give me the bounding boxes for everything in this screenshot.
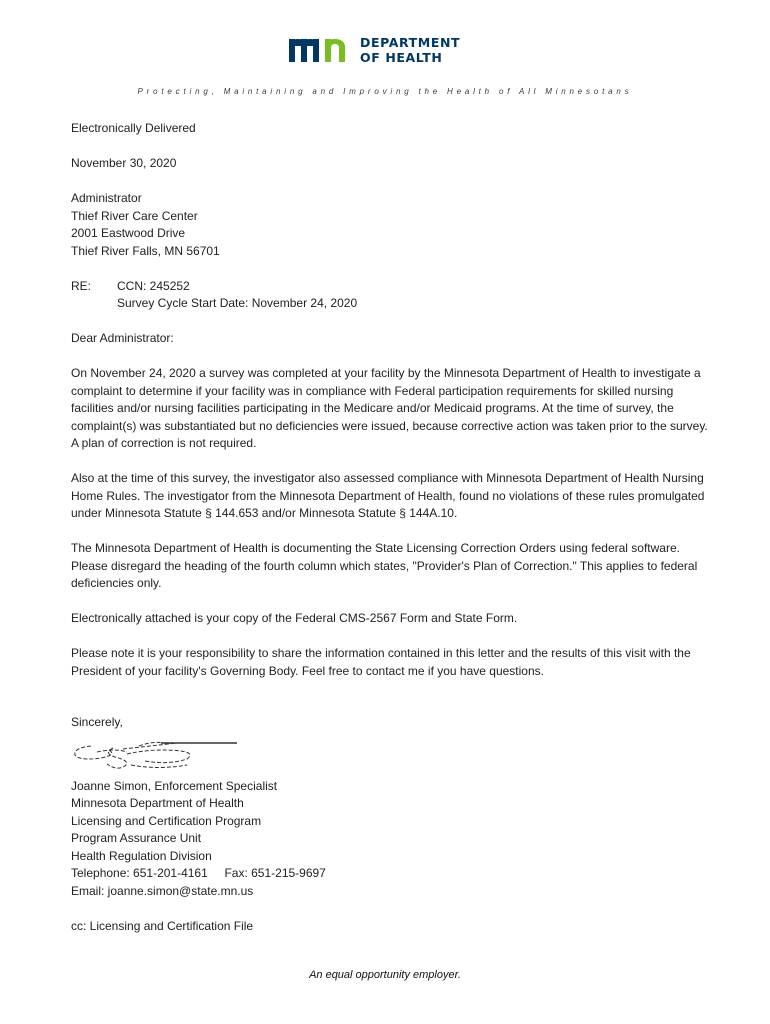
- salutation: Dear Administrator:: [71, 331, 174, 345]
- signer-division: Health Regulation Division: [71, 848, 212, 863]
- mn-logo-icon: [289, 34, 353, 64]
- department-line-1: DEPARTMENT: [360, 35, 461, 50]
- signature-image: [69, 738, 244, 772]
- body-paragraph: On November 24, 2020 a survey was completed at your facility by the Minnesota Department of Health to investigate a complaint to determine if your facility was in compliance with Federal participation requirements for skilled nursing facilities and/or nursing facilities participating in the Medicare and/or Medicaid programs. At the time of survey, the complaint(s) was substantiated but no deficiencies were issued, because corrective action was taken prior to the survey. A plan of correction is not required.: [71, 366, 708, 450]
- closing: Sincerely,: [71, 715, 123, 729]
- letter-date: November 30, 2020: [71, 156, 177, 170]
- department-line-2: OF HEALTH: [360, 50, 443, 65]
- delivery-method: Electronically Delivered: [71, 121, 196, 135]
- body-paragraph: The Minnesota Department of Health is documenting the State Licensing Correction Orders using federal software. Please disregard the heading of the fourth column which states, "Provider's Plan of Correction." This applies to federal deficiencies only.: [71, 541, 698, 590]
- re-block: [71, 278, 711, 313]
- re-survey-date: Survey Cycle Start Date: November 24, 2020: [117, 296, 358, 310]
- letter-body: [71, 120, 711, 935]
- body-paragraph: Also at the time of this survey, the investigator also assessed compliance with Minnesota Department of Health Nursing Home Rules. The investigator from the Minnesota Department of Health, found no violations of these rules promulgated under Minnesota Statute § 144.653 and/or Minnesota Statute § 144A.10.: [71, 471, 705, 520]
- department-name: [360, 35, 460, 65]
- signer-phone-fax: Telephone: 651-201-4161 Fax: 651-215-9697: [71, 866, 326, 880]
- re-label: RE:: [71, 278, 92, 293]
- recipient-line: Administrator: [71, 191, 142, 205]
- signer-department: Minnesota Department of Health: [71, 796, 244, 810]
- letterhead: [289, 34, 484, 70]
- recipient-line: Thief River Care Center: [71, 208, 198, 223]
- signer-unit: Program Assurance Unit: [71, 831, 202, 845]
- footer-equal-opportunity: An equal opportunity employer.: [309, 969, 461, 981]
- cc-line: cc: Licensing and Certification File: [71, 918, 254, 933]
- signer-email[interactable]: Email: joanne.simon@state.mn.us: [71, 883, 254, 898]
- recipient-address: [71, 190, 711, 260]
- tagline: Protecting, Maintaining and Improving the Health of All Minnesotans: [137, 87, 633, 96]
- recipient-line: 2001 Eastwood Drive: [71, 226, 186, 240]
- recipient-line: Thief River Falls, MN 56701: [71, 243, 220, 258]
- body-paragraph: Please note it is your responsibility to share the information contained in this letter and the results of this visit with the President of your facility's Governing Body. Feel free to contact me if you have questions.: [71, 646, 691, 678]
- re-ccn: CCN: 245252: [117, 278, 190, 293]
- body-paragraph: Electronically attached is your copy of the Federal CMS-2567 Form and State Form.: [71, 611, 518, 625]
- signer-name-title: Joanne Simon, Enforcement Specialist: [71, 778, 278, 793]
- signer-program: Licensing and Certification Program: [71, 813, 262, 828]
